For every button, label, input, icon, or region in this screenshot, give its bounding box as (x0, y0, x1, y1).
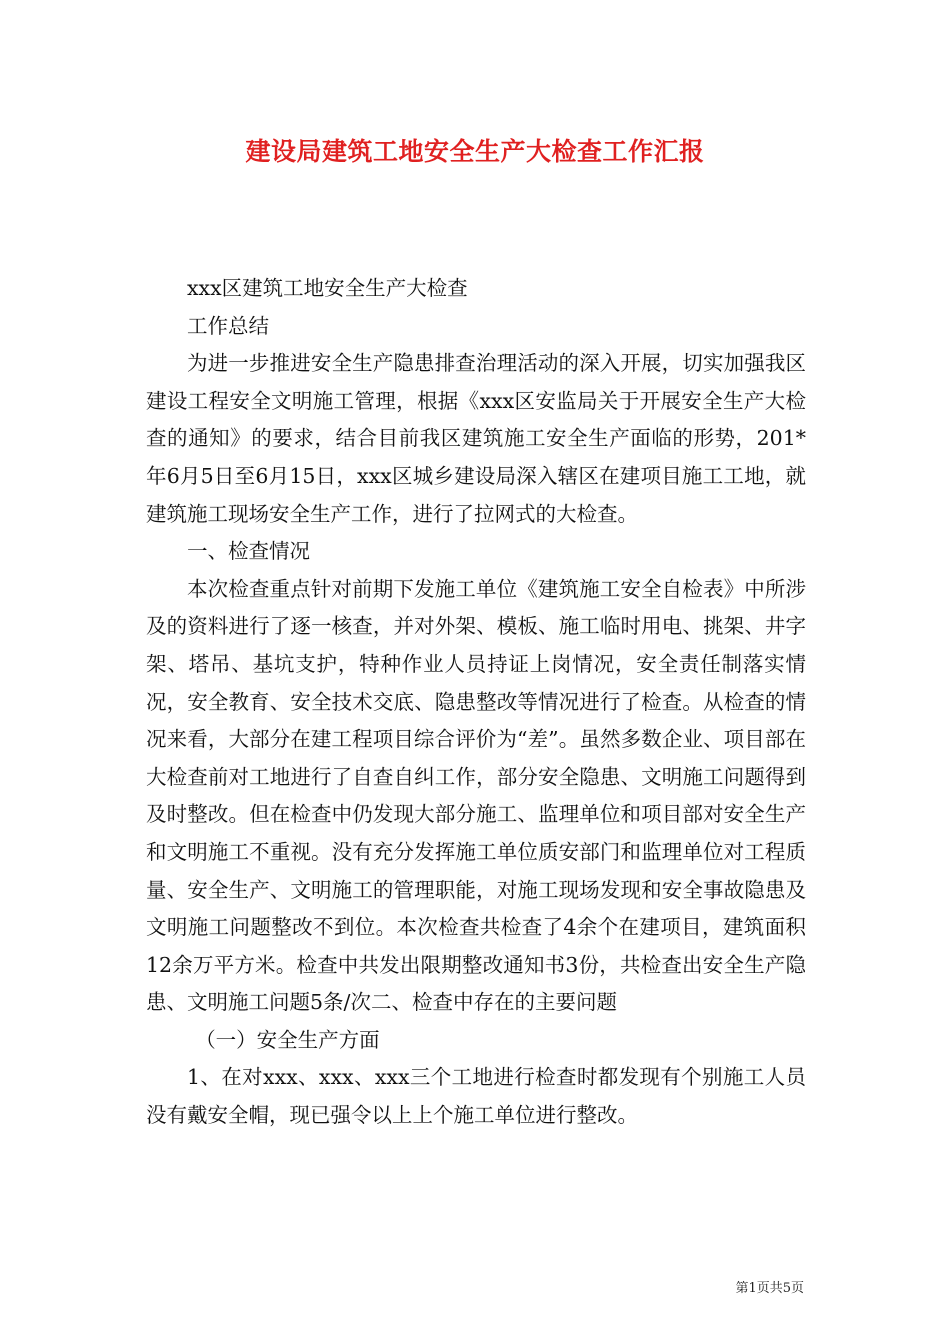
paragraph-heading-district: xxx区建筑工地安全生产大检查 (187, 276, 468, 300)
page-number: 第1页共5页 (735, 1281, 804, 1296)
section-heading-inspection: 一、检查情况 (187, 539, 310, 564)
paragraph-safety-item-1: 1、在对xxx、xxx、xxx三个工地进行检查时都发现有个别施工人员没有戴安全帽，现已强令以上上个施工单位进行整改。 (146, 1065, 806, 1128)
paragraph-inspection-details: 本次检查重点针对前期下发施工单位《建筑施工安全自检表》中所涉及的资料进行了逐一核查，并对外架、模板、施工临时用电、挑架、井字架、塔吊、基坑支护，特种作业人员持证上岗情况，安全责任制落实情况，安全教育、安全技术交底、隐患整改等情况进行了检查。从检查的情况来看，大部分在建工程项目综合评价为“差”。虽然多数企业、项目部在大检查前对工地进行了自查自纠工作，部分安全隐患、文明施工问题得到及时整改。但在检查中仍发现大部分施工、监理单位和项目部对安全生产和文明施工不重视。没有充分发挥施工单位质安部门和监理单位对工程质量、安全生产、文明施工的管理职能，对施工现场发现和安全事故隐患及文明施工问题整改不到位。本次检查共检查了4余个在建项目，建筑面积12余万平方米。检查中共发出限期整改通知书3份，共检查出安全生产隐患、文明施工问题5条/次二、检查中存在的主要问题 (146, 576, 806, 1015)
paragraph-intro: 为进一步推进安全生产隐患排查治理活动的深入开展，切实加强我区建设工程安全文明施工管理，根据《xxx区安监局关于开展安全生产大检查的通知》的要求，结合目前我区建筑施工安全生产面临的形势，201*年6月5日至6月15日，xxx区城乡建设局深入辖区在建项目施工工地，就建筑施工现场安全生产工作，进行了拉网式的大检查。 (146, 351, 806, 526)
subsection-heading-safety: （一）安全生产方面 (195, 1027, 380, 1052)
document-body (146, 270, 806, 1135)
document-title: 建设局建筑工地安全生产大检查工作汇报 (245, 137, 705, 166)
paragraph-heading-summary: 工作总结 (187, 313, 269, 338)
